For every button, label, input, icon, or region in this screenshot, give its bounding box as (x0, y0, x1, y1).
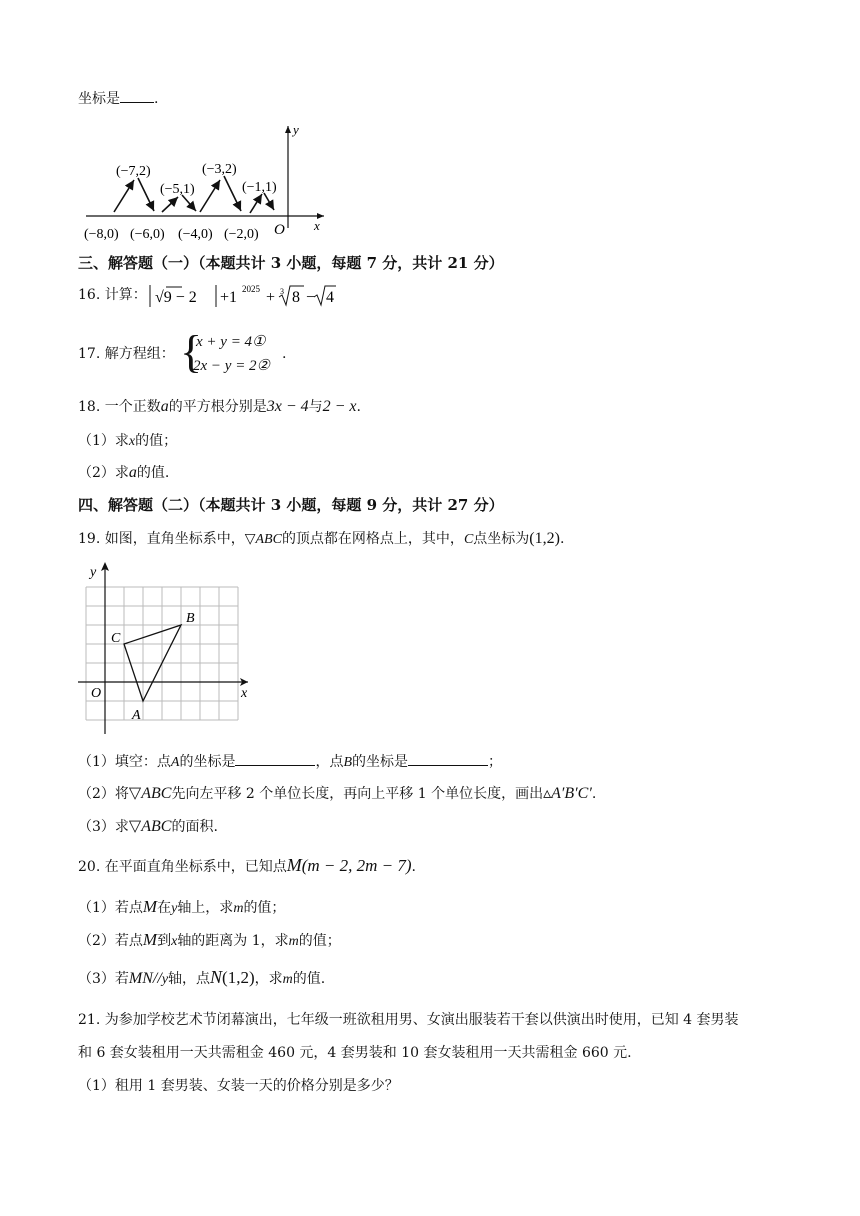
point-label: (−4,0) (178, 227, 213, 242)
origin-label: O (274, 222, 285, 238)
question-16: 16. 计算： (78, 287, 147, 303)
equation-2: 2x − y = 2② (193, 358, 271, 374)
x-axis-label: x (241, 686, 248, 701)
answer-blank[interactable] (120, 88, 154, 103)
svg-text:4: 4 (326, 289, 334, 306)
question-18-part-1: （1）求x的值； (78, 433, 178, 449)
exponent: 2025 (242, 284, 260, 294)
equation-1: x + y = 4① (196, 334, 266, 350)
question-21-part-1: （1）租用 1 套男装、女装一天的价格分别是多少？ (78, 1078, 399, 1094)
point-label: (−3,2) (202, 162, 237, 177)
svg-text:+: + (266, 289, 276, 306)
question-17: 17. 解方程组： (78, 346, 175, 362)
point-label: (−8,0) (84, 227, 119, 242)
question-19-part-3: （3）求▽ABC的面积. (78, 818, 218, 835)
vertex-b-label: B (186, 611, 195, 626)
question-18-part-2: （2）求a的值. (78, 464, 170, 481)
q16-expression (146, 281, 336, 311)
question-21-line-1: 21. 为参加学校艺术节闭幕演出，七年级一班欲租用男、女演出服装若干套以供演出时使用，已知 4 套男装 (78, 1012, 739, 1028)
point-label: (−5,1) (160, 182, 195, 197)
y-axis-label: y (90, 565, 97, 580)
question-20-part-2: （2）若点M到x轴的距离为 1，求m的值； (78, 930, 341, 949)
question-20-part-1: （1）若点M在y轴上，求m的值； (78, 897, 286, 916)
question-19-part-2: （2）将▽ABC先向左平移 2 个单位长度，再向上平移 1 个单位长度，画出▵A′B′C′. (78, 785, 597, 802)
point-label: (−2,0) (224, 227, 259, 242)
x-axis-label: x (314, 218, 320, 233)
point-label: (−7,2) (116, 164, 151, 179)
question-20: 20. 在平面直角坐标系中，已知点M(m − 2, 2m − 7). (78, 855, 416, 875)
question-20-part-3: （3）若MN//y轴，点N(1,2)，求m的值. (78, 967, 326, 987)
zigzag-figure (78, 118, 338, 242)
answer-blank-b[interactable] (408, 751, 488, 766)
cube-root-index: 3 (280, 287, 284, 296)
svg-text:8: 8 (292, 289, 300, 306)
vertex-c-label: C (111, 631, 121, 646)
prev-question-text: 坐标是 (78, 91, 120, 107)
answer-blank-a[interactable] (235, 751, 315, 766)
question-19: 19. 如图，直角坐标系中，▽ABC的顶点都在网格点上，其中，C点坐标为(1,2). (78, 530, 565, 547)
point-label: (−1,1) (242, 180, 277, 195)
svg-text:+1: +1 (220, 289, 238, 306)
vertex-a-label: A (132, 708, 141, 723)
abs-expression: √9 − 2 (155, 289, 197, 306)
y-axis-label: y (293, 122, 299, 137)
origin-label: O (91, 686, 102, 701)
system-brace: { (180, 326, 203, 377)
point-label: (−6,0) (130, 227, 165, 242)
prev-question-tail: 坐标是 . (78, 88, 158, 109)
grid (86, 587, 238, 720)
question-19-part-1: （1）填空：点A的坐标是 ，点B的坐标是 ； (78, 751, 502, 773)
question-21-line-2: 和 6 套女装租用一天共需租金 460 元，4 套男装和 10 套女装租用一天共需租金 660 元. (78, 1045, 632, 1061)
section-3-title: 三、解答题（一）（本题共计 3 小题，每题 7 分，共计 21 分） (78, 254, 504, 272)
triangle-grid-figure (78, 558, 258, 738)
section-4-title: 四、解答题（二）（本题共计 3 小题，每题 9 分，共计 27 分） (78, 496, 504, 514)
svg-text:−: − (306, 289, 316, 306)
question-18: 18. 一个正数a的平方根分别是3x − 4与2 − x. (78, 398, 361, 415)
